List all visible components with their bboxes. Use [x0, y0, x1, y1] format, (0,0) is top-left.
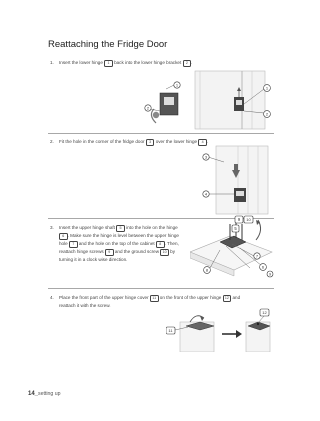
step-text: back into the lower hinge bracket	[112, 60, 183, 65]
svg-text:1: 1	[175, 82, 179, 88]
figure-lower-hinge-insert	[140, 67, 280, 133]
figure1-callout-2b	[264, 111, 271, 118]
figure3-callout-10	[244, 216, 253, 223]
step-3-line	[50, 232, 179, 240]
step-number: 3.	[50, 225, 54, 230]
part-number-tag: 5	[116, 225, 125, 232]
step-text: reattach it with the screw.	[59, 303, 111, 308]
figure-hinge-cover	[166, 308, 274, 352]
step-text: hole	[59, 241, 69, 246]
step-text: into the hole on the hinge	[124, 225, 178, 230]
part-number-tag: 1	[104, 60, 113, 67]
figure1-callout-2	[145, 105, 151, 111]
part-number-tag: 8	[156, 241, 165, 248]
step-2-line	[50, 138, 208, 146]
step-text: and the hole on the top of the cabinet	[77, 241, 156, 246]
step-1-line	[50, 59, 192, 67]
figure-upper-hinge	[190, 212, 276, 288]
step-text: and	[231, 295, 241, 300]
page-footer	[28, 391, 61, 397]
figure3-callout-9	[235, 216, 243, 223]
figure4-callout-12	[260, 309, 269, 316]
svg-text:12: 12	[262, 310, 267, 315]
svg-text:9: 9	[268, 272, 272, 277]
step-number: 1.	[50, 60, 54, 65]
step-number: 2.	[50, 139, 54, 144]
svg-text:9: 9	[237, 217, 241, 222]
step-text: Insert the upper hinge shaft	[59, 225, 117, 230]
figure4-callout-11	[166, 327, 175, 334]
svg-text:7: 7	[255, 253, 259, 259]
figure2-callout-3	[203, 154, 209, 160]
figure3-callout-5	[232, 225, 239, 232]
part-number-tag: 4	[198, 139, 207, 146]
part-number-tag: 6	[59, 233, 68, 240]
svg-text:1: 1	[265, 85, 269, 91]
figure1-callout-1	[174, 82, 180, 88]
step-text: by	[168, 249, 176, 254]
step-4	[50, 294, 240, 309]
figure3-callout-6b	[267, 271, 273, 277]
step-number: 4.	[50, 295, 54, 300]
step-3	[50, 224, 179, 263]
step-text: . Make sure the hinge is level between the upper hinge	[67, 233, 179, 238]
step-text: on the front of the upper hinge	[158, 295, 223, 300]
divider-3	[48, 288, 274, 289]
step-3-line	[50, 256, 179, 263]
part-number-tag: 10	[160, 249, 169, 256]
svg-text:10: 10	[246, 217, 251, 222]
figure3-callout-8	[204, 267, 211, 274]
part-number-tag: 12	[223, 295, 232, 302]
step-text: Insert the lower hinge	[59, 60, 105, 65]
step-2	[50, 138, 208, 146]
step-text: .	[206, 139, 209, 144]
figure-fit-door	[198, 144, 278, 216]
figure1-callout-1b	[264, 85, 271, 92]
divider-1	[48, 133, 274, 134]
step-3-line	[50, 248, 179, 256]
page-title: Reattaching the Fridge Door	[48, 39, 168, 50]
step-text: Fit the hole in the corner of the fridge door	[59, 139, 146, 144]
svg-text:11: 11	[168, 328, 173, 333]
part-number-tag: 7	[69, 241, 78, 248]
figure3-callout-7	[254, 253, 260, 259]
figure2-callout-4	[203, 191, 209, 197]
svg-text:2: 2	[265, 111, 269, 117]
svg-text:2: 2	[146, 105, 150, 111]
svg-text:5: 5	[234, 226, 237, 231]
svg-text:3: 3	[204, 154, 208, 160]
step-text: reattach hinge screws	[59, 249, 105, 254]
part-number-tag: 3	[146, 139, 155, 146]
step-text: and the ground screw	[113, 249, 161, 254]
step-4-line	[50, 294, 240, 302]
step-3-line	[50, 240, 179, 248]
step-text: Place the front part of the upper hinge cover	[59, 295, 150, 300]
footer-section: setting up	[38, 391, 61, 397]
figure3-callout-6	[260, 264, 267, 271]
svg-text:8: 8	[205, 267, 209, 273]
step-1	[50, 59, 192, 67]
step-text: . Then,	[164, 241, 179, 246]
step-text: turning it in a clock wise direction.	[59, 257, 128, 262]
part-number-tag: 9	[105, 249, 114, 256]
step-text: over the lower hinge	[154, 139, 199, 144]
svg-text:6: 6	[261, 264, 265, 270]
step-3-line	[50, 224, 179, 232]
part-number-tag: 11	[150, 295, 159, 302]
part-number-tag: 2	[183, 60, 192, 67]
svg-text:4: 4	[204, 191, 208, 197]
page-number: 14_	[28, 391, 39, 397]
step-text: .	[191, 60, 193, 65]
